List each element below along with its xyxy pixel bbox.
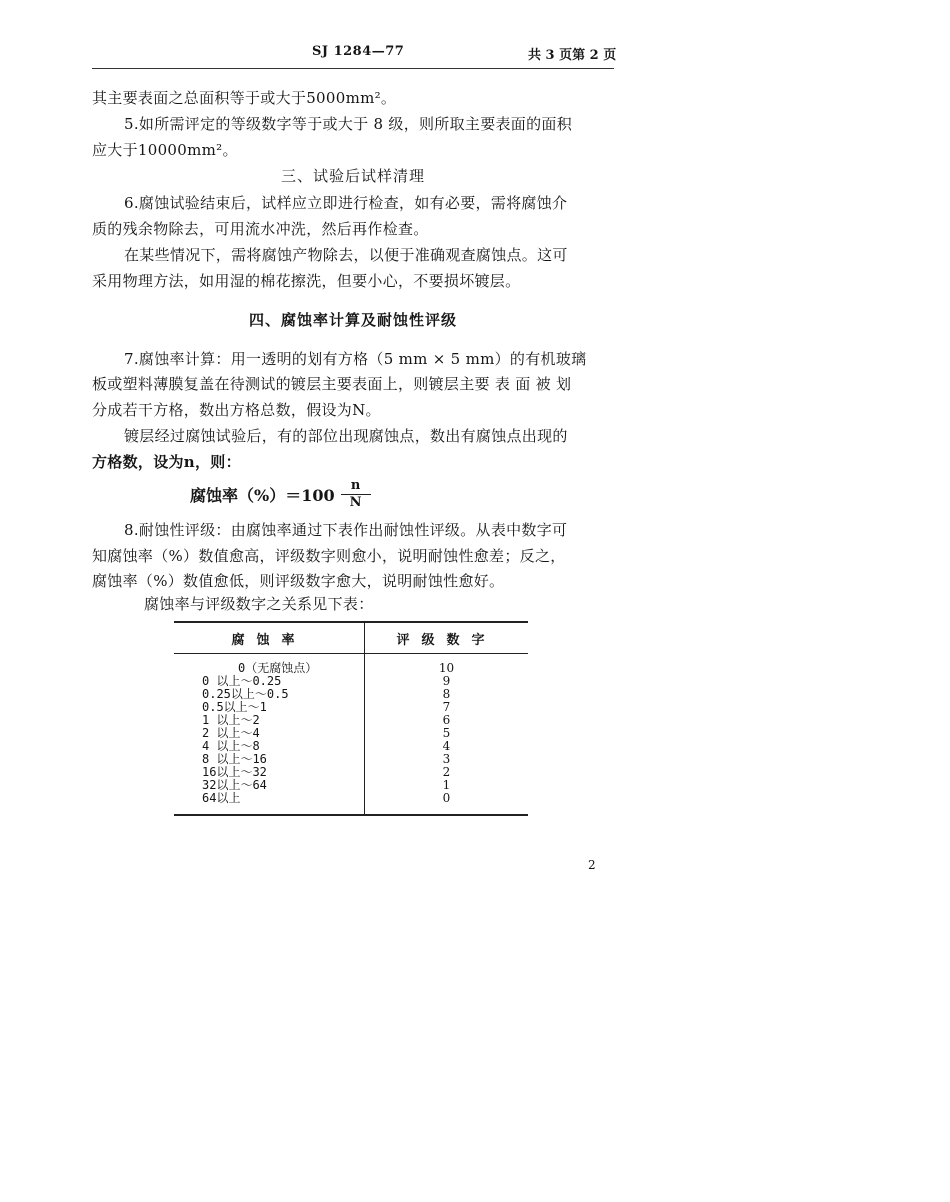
paragraph-7-line-1: 7.腐蚀率计算：用一透明的划有方格（5 mm × 5 mm）的有机玻璃: [124, 350, 587, 368]
corrosion-rate-cell: 0.5以上～1: [174, 701, 365, 714]
rating-number-cell: 3: [442, 752, 451, 766]
paragraph-6c-line-1: 在某些情况下，需将腐蚀产物除去，以便于准确观查腐蚀点。这可: [124, 246, 568, 264]
paragraph-6-line-1: 6.腐蚀试验结束后，试样应立即进行检查，如有必要，需将腐蚀介: [124, 194, 568, 212]
paragraph-5-line-2: 应大于10000mm²。: [92, 141, 238, 159]
paragraph-7d-line-2: 方格数，设为n，则：: [92, 453, 241, 471]
standard-code: SJ 1284—77: [312, 44, 405, 59]
rating-number-cell: 4: [442, 739, 451, 753]
paragraph-8-line-3: 腐蚀率（%）数值愈低，则评级数字愈大，说明耐蚀性愈好。: [92, 572, 505, 590]
rating-number-cell: 9: [442, 674, 451, 688]
header-rule: [92, 68, 614, 69]
formula-fraction: [341, 479, 371, 510]
section-heading-3: 三、试验后试样清理: [280, 167, 425, 185]
corrosion-rate-cell: 16以上～32: [174, 766, 365, 779]
paragraph-6-line-2: 质的残余物除去，可用流水冲洗，然后再作检查。: [92, 220, 429, 238]
corrosion-rate-formula: [190, 474, 371, 514]
paragraph-6c-line-2: 采用物理方法，如用湿的棉花擦洗，但要小心，不要损坏镀层。: [92, 272, 521, 290]
paragraph-8-line-2: 知腐蚀率（%）数值愈高，评级数字则愈小，说明耐蚀性愈差；反之，: [92, 547, 566, 565]
header-rating-number: 评级数字: [365, 622, 529, 654]
rating-number-cell: 6: [442, 713, 451, 727]
rating-number-cell: 1: [442, 778, 451, 792]
corrosion-rating-table: [174, 621, 528, 816]
table-row: [174, 654, 528, 676]
page-info: 共 3 页第 2 页: [528, 48, 617, 63]
paragraph-7d-line-1: 镀层经过腐蚀试验后，有的部位出现腐蚀点，数出有腐蚀点出现的: [124, 427, 568, 445]
corrosion-rate-cell: 8 以上～16: [174, 753, 365, 766]
table-intro: 腐蚀率与评级数字之关系见下表：: [144, 595, 374, 613]
corrosion-rate-cell: 0.25以上～0.5: [174, 688, 365, 701]
rating-number-cell: 0: [442, 791, 451, 805]
corrosion-rate-cell: 2 以上～4: [174, 727, 365, 740]
corrosion-rate-cell: 64以上: [174, 792, 365, 815]
header-corrosion-rate: 腐蚀率: [174, 622, 365, 654]
formula-numerator: n: [350, 477, 361, 493]
corrosion-rate-cell: 1 以上～2: [174, 714, 365, 727]
table-header-row: [174, 622, 528, 654]
rating-number-cell: 8: [442, 687, 451, 701]
paragraph-7-line-3: 分成若干方格，数出方格总数，假设为N。: [92, 401, 381, 419]
rating-number-cell: 2: [442, 765, 451, 779]
table-body: [174, 654, 528, 816]
paragraph-8-line-1: 8.耐蚀性评级：由腐蚀率通过下表作出耐蚀性评级。从表中数字可: [124, 521, 568, 539]
paragraph-5-line-1: 5.如所需评定的等级数字等于或大于 8 级，则所取主要表面的面积: [124, 115, 572, 133]
text-line: 其主要表面之总面积等于或大于5000mm²。: [92, 89, 397, 107]
paragraph-7-line-2: 板或塑料薄膜复盖在待测试的镀层主要表面上，则镀层主要 表 面 被 划: [92, 375, 572, 393]
table-row: [174, 792, 528, 815]
rating-number-cell: 10: [438, 661, 455, 675]
section-heading-4: 四、腐蚀率计算及耐蚀性评级: [248, 311, 457, 329]
formula-lhs: 腐蚀率（%）＝100: [190, 485, 335, 505]
corrosion-rate-cell: 0 以上～0.25: [174, 675, 365, 688]
formula-denominator: N: [349, 494, 362, 510]
corrosion-rate-cell: 0（无腐蚀点）: [174, 654, 365, 676]
corrosion-rate-cell: 32以上～64: [174, 779, 365, 792]
rating-number-cell: 5: [442, 726, 451, 740]
rating-number-cell: 7: [442, 700, 451, 714]
corrosion-rate-cell: 4 以上～8: [174, 740, 365, 753]
page-number: 2: [588, 858, 596, 872]
